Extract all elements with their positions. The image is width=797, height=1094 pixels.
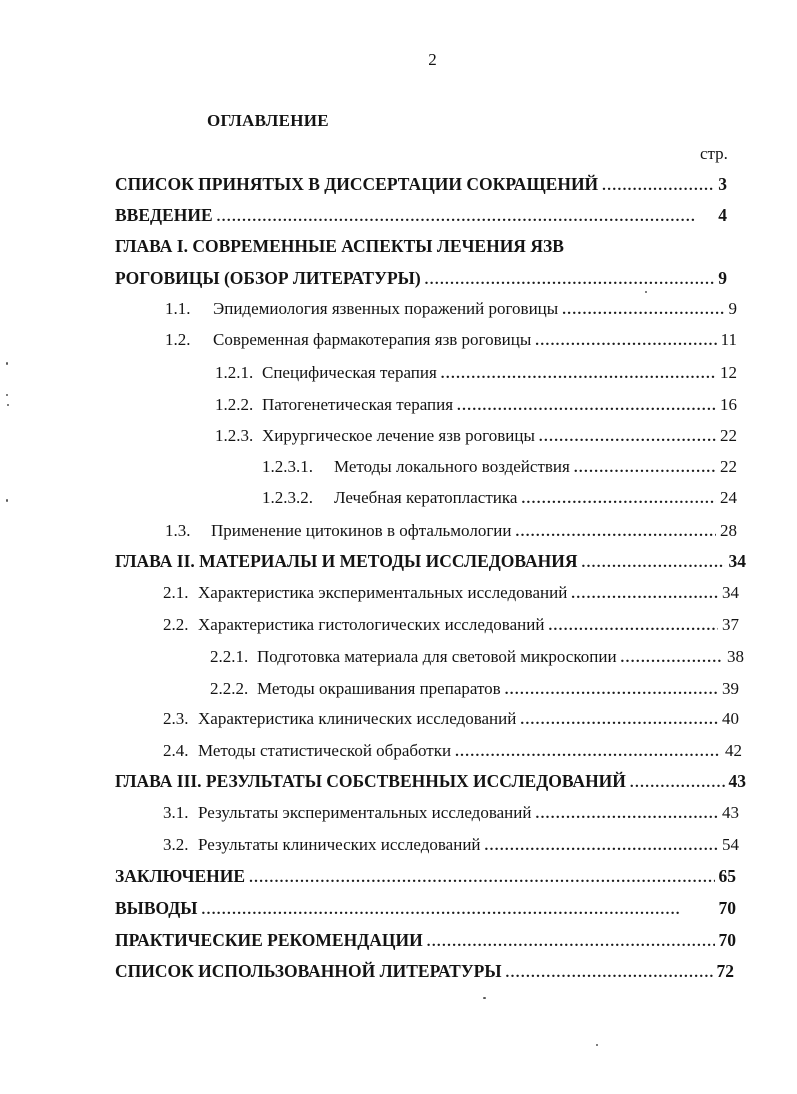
- toc-entry-label: ПРАКТИЧЕСКИЕ РЕКОМЕНДАЦИИ: [115, 930, 423, 950]
- toc-entry-label: Характеристика гистологических исследований: [198, 615, 545, 634]
- toc-entry-number: 2.2.: [163, 615, 189, 634]
- toc-entry-3-2: [163, 833, 739, 857]
- toc-entry-page: 24: [720, 488, 737, 507]
- scan-speck: [483, 997, 486, 999]
- scan-speck: [596, 1044, 598, 1046]
- toc-entry-label: СПИСОК ПРИНЯТЫХ В ДИССЕРТАЦИИ СОКРАЩЕНИЙ: [115, 174, 599, 194]
- scan-speck: [645, 291, 647, 293]
- toc-entry-page: 4: [718, 205, 727, 225]
- toc-entry-page: 54: [722, 835, 739, 854]
- toc-entry-1-2: [165, 328, 737, 352]
- dot-leader: [574, 456, 716, 480]
- toc-entry-label: РОГОВИЦЫ (ОБЗОР ЛИТЕРАТУРЫ): [115, 268, 421, 288]
- toc-entry-label: ВВЕДЕНИЕ: [115, 205, 213, 225]
- scan-speck: [6, 394, 8, 396]
- toc-entry-label: Патогенетическая терапия: [262, 395, 454, 414]
- dot-leader: [521, 487, 716, 511]
- dot-leader: [548, 614, 718, 638]
- toc-entry-introduction: [115, 203, 727, 227]
- toc-entry-page: 28: [720, 521, 737, 540]
- toc-entry-page: 70: [718, 930, 736, 950]
- toc-entry-recommendations: [115, 928, 736, 952]
- toc-entry-page: 34: [722, 583, 739, 602]
- toc-entry-number: 1.3.: [165, 521, 191, 540]
- toc-entry-page: 40: [722, 709, 739, 728]
- toc-entry-2-2-2: [210, 677, 739, 701]
- toc-entry-page: 37: [722, 615, 739, 634]
- toc-entry-number: 1.2.: [165, 330, 191, 349]
- toc-entry-number: 1.2.2.: [215, 395, 254, 414]
- dot-leader: [516, 520, 717, 544]
- dot-leader: [505, 678, 718, 702]
- toc-entry-1-1: [165, 297, 737, 321]
- toc-entry-label: ВЫВОДЫ: [115, 898, 198, 918]
- toc-entry-label: Современная фармакотерапия язв роговицы: [213, 330, 532, 349]
- toc-entry-label: Специфическая терапия: [262, 363, 437, 382]
- toc-entry-number: 1.2.3.1.: [262, 457, 313, 476]
- toc-entry-page: 22: [720, 457, 737, 476]
- toc-entry-chapter-1-line-1: [115, 234, 735, 258]
- toc-entry-2-4: [163, 739, 742, 763]
- toc-entry-1-2-3: [215, 424, 737, 448]
- dot-leader: [427, 930, 715, 954]
- toc-entry-1-2-2: [215, 393, 737, 417]
- dot-leader: [630, 771, 725, 795]
- toc-entry-page: 70: [718, 898, 736, 918]
- toc-entry-number: 1.2.3.: [215, 426, 254, 445]
- toc-entry-label: Методы окрашивания препаратов: [257, 679, 501, 698]
- toc-entry-2-3: [163, 707, 739, 731]
- dot-leader: [485, 834, 718, 858]
- toc-entry-page: 42: [725, 741, 742, 760]
- toc-entry-page: 39: [722, 679, 739, 698]
- toc-entry-label: ГЛАВА I. СОВРЕМЕННЫЕ АСПЕКТЫ ЛЕЧЕНИЯ ЯЗВ: [115, 236, 564, 256]
- dot-leader: [425, 268, 715, 292]
- toc-entry-label: Методы статистической обработки: [198, 741, 452, 760]
- toc-entry-page: 43: [722, 803, 739, 822]
- toc-entry-page: 72: [716, 961, 734, 981]
- toc-entry-2-2-1: [210, 645, 744, 669]
- toc-entry-number: 3.2.: [163, 835, 189, 854]
- toc-entry-number: 2.2.1.: [210, 647, 249, 666]
- scan-speck: [6, 499, 8, 502]
- dot-leader: [202, 898, 715, 922]
- dot-leader: [571, 582, 718, 606]
- dot-leader: [249, 866, 714, 890]
- dot-leader: [581, 551, 724, 575]
- toc-entry-number: 1.2.1.: [215, 363, 254, 382]
- page-column-label: стр.: [700, 144, 728, 163]
- dot-leader: [621, 646, 723, 670]
- toc-entry-page: 65: [718, 866, 736, 886]
- toc-entry-page: 9: [718, 268, 727, 288]
- dot-leader: [217, 205, 715, 229]
- toc-entry-page: 9: [728, 299, 737, 318]
- toc-entry-chapter-2: [115, 549, 746, 573]
- toc-entry-label: Хирургическое лечение язв роговицы: [262, 426, 535, 445]
- toc-entry-label: Характеристика клинических исследований: [198, 709, 517, 728]
- scan-speck: [7, 404, 9, 406]
- toc-entry-number: 1.2.3.2.: [262, 488, 313, 507]
- toc-entry-label: Применение цитокинов в офтальмологии: [211, 521, 512, 540]
- scan-speck: [6, 362, 8, 365]
- toc-entry-label: Подготовка материала для световой микроскопии: [257, 647, 617, 666]
- page-title: ОГЛАВЛЕНИЕ: [207, 111, 329, 130]
- toc-entry-findings: [115, 896, 736, 920]
- toc-entry-2-2: [163, 613, 739, 637]
- toc-entry-1-2-3-1: [262, 455, 737, 479]
- dot-leader: [455, 740, 721, 764]
- toc-entry-abbreviations: [115, 172, 727, 196]
- toc-entry-page: 11: [720, 330, 737, 349]
- dot-leader: [535, 802, 718, 826]
- toc-entry-label: СПИСОК ИСПОЛЬЗОВАННОЙ ЛИТЕРАТУРЫ: [115, 961, 502, 981]
- dot-leader: [506, 961, 713, 985]
- toc-entry-label: ГЛАВА II. МАТЕРИАЛЫ И МЕТОДЫ ИССЛЕДОВАНИЯ: [115, 551, 578, 571]
- dot-leader: [441, 362, 716, 386]
- dot-leader: [602, 174, 714, 198]
- toc-entry-number: 2.2.2.: [210, 679, 249, 698]
- toc-entry-chapter-3: [115, 769, 746, 793]
- toc-entry-label: Эпидемиология язвенных поражений роговицы: [213, 299, 559, 318]
- toc-entry-page: 12: [720, 363, 737, 382]
- dot-leader: [539, 425, 716, 449]
- dot-leader: [457, 394, 716, 418]
- toc-entry-number: 3.1.: [163, 803, 189, 822]
- toc-entry-page: 22: [720, 426, 737, 445]
- toc-entry-number: 1.1.: [165, 299, 191, 318]
- toc-entry-page: 16: [720, 395, 737, 414]
- toc-entry-references: [115, 959, 734, 983]
- toc-entry-number: 2.4.: [163, 741, 189, 760]
- toc-entry-label: Методы локального воздействия: [334, 457, 570, 476]
- toc-entry-label: Результаты клинических исследований: [198, 835, 481, 854]
- toc-entry-label: ЗАКЛЮЧЕНИЕ: [115, 866, 246, 886]
- toc-entry-page: 43: [728, 771, 746, 791]
- toc-entry-page: 34: [728, 551, 746, 571]
- toc-entry-number: 2.3.: [163, 709, 189, 728]
- toc-entry-3-1: [163, 801, 739, 825]
- dot-leader: [562, 298, 724, 322]
- toc-entry-label: Результаты экспериментальных исследований: [198, 803, 532, 822]
- toc-entry-2-1: [163, 581, 739, 605]
- dot-leader: [520, 708, 718, 732]
- toc-entry-chapter-1-line-2: [115, 266, 727, 290]
- toc-entry-1-3: [165, 519, 737, 543]
- page-number: 2: [428, 50, 437, 69]
- dot-leader: [535, 329, 716, 353]
- toc-entry-page: 38: [727, 647, 744, 666]
- toc-entry-label: Лечебная кератопластика: [334, 488, 518, 507]
- toc-entry-1-2-3-2: [262, 486, 737, 510]
- toc-entry-page: 3: [718, 174, 727, 194]
- toc-entry-label: Характеристика экспериментальных исследований: [198, 583, 568, 602]
- toc-entry-conclusion: [115, 864, 736, 888]
- toc-entry-number: 2.1.: [163, 583, 189, 602]
- toc-entry-1-2-1: [215, 361, 737, 385]
- toc-entry-label: ГЛАВА III. РЕЗУЛЬТАТЫ СОБСТВЕННЫХ ИССЛЕДОВАНИЙ: [115, 771, 626, 791]
